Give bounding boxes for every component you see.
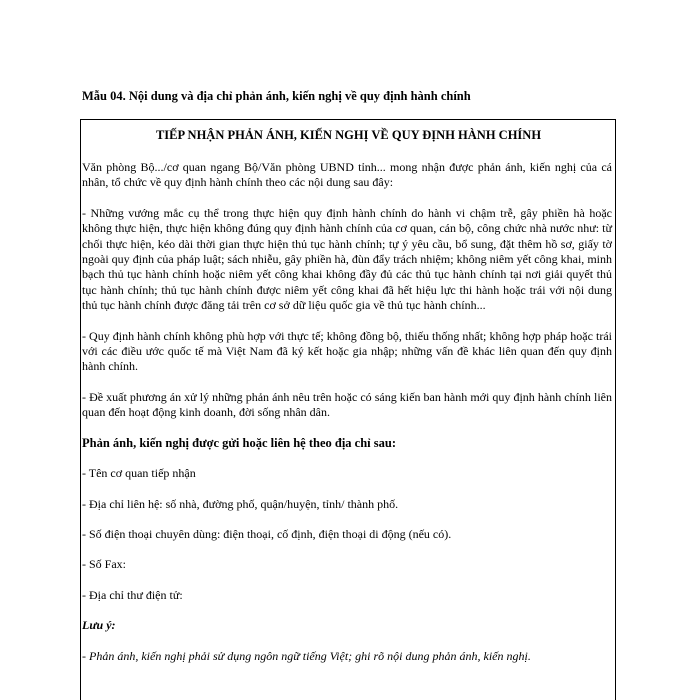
content-item-regulations: - Quy định hành chính không phù hợp với thực tế; không đồng bộ, thiếu thống nhất; không hợp pháp hoặc trái với các điều ước quốc tế mà Việt Nam đã ký kết hoặc gia nhập; những vấn đề khác liên quan đến quy định hành chính.: [82, 328, 612, 374]
address-item-agency: - Tên cơ quan tiếp nhận: [82, 466, 196, 481]
address-item-contact: - Địa chỉ liên hệ: số nhà, đường phố, quận/huyện, tỉnh/ thành phố.: [82, 496, 399, 511]
form-title: Mẫu 04. Nội dung và địa chỉ phản ánh, kiến nghị về quy định hành chính: [82, 89, 471, 103]
address-heading: Phản ánh, kiến nghị được gửi hoặc liên hệ theo địa chỉ sau:: [82, 435, 397, 450]
address-item-phone: - Số điện thoại chuyên dùng: điện thoại, cố định, điện thoại di động (nếu có).: [82, 526, 452, 541]
note-item: - Phản ánh, kiến nghị phải sử dụng ngôn ngữ tiếng Việt; ghi rõ nội dung phản ánh, kiến nghị.: [82, 648, 531, 663]
content-item-proposals: - Đề xuất phương án xử lý những phản ánh nêu trên hoặc có sáng kiến ban hành mới quy định hành chính liên quan đến hoạt động kinh doanh, đời sống nhân dân.: [82, 389, 612, 420]
form-box: [80, 119, 616, 700]
address-item-email: - Địa chỉ thư điện tử:: [82, 587, 183, 602]
box-heading: TIẾP NHẬN PHẢN ÁNH, KIẾN NGHỊ VỀ QUY ĐỊNH HÀNH CHÍNH: [155, 128, 542, 142]
intro-paragraph: Văn phòng Bộ.../cơ quan ngang Bộ/Văn phòng UBND tỉnh... mong nhận được phản ánh, kiến nghị của cá nhân, tổ chức về quy định hành chính theo các nội dung sau đây:: [82, 160, 612, 190]
note-heading: Lưu ý:: [82, 618, 116, 633]
address-item-fax: - Số Fax:: [82, 557, 127, 572]
content-item-delays: - Những vướng mắc cụ thể trong thực hiện quy định hành chính do hành vi chậm trễ, gây phiền hà hoặc không thực hiện, thực hiện không đúng quy định hành chính của cơ quan, cán bộ, công chức nhà nước như: từ chối thực hiện, kéo dài thời gian thực hiện thủ tục hành chính; tự ý yêu cầu, bổ sung, đặt thêm hồ sơ, giấy tờ ngoài quy định của pháp luật; sách nhiễu, gây phiền hà, đùn đẩy trách nhiệm; không niêm yết công khai, minh bạch thủ tục hành chính hoặc niêm yết công khai không đầy đủ các thủ tục hành chính tại nơi giải quyết thủ tục hành chính; thủ tục hành chính được niêm yết công khai đã hết hiệu lực thi hành hoặc trái với nội dung thủ tục hành chính được đăng tải trên cơ sở dữ liệu quốc gia về thủ tục hành chính...: [82, 205, 612, 313]
